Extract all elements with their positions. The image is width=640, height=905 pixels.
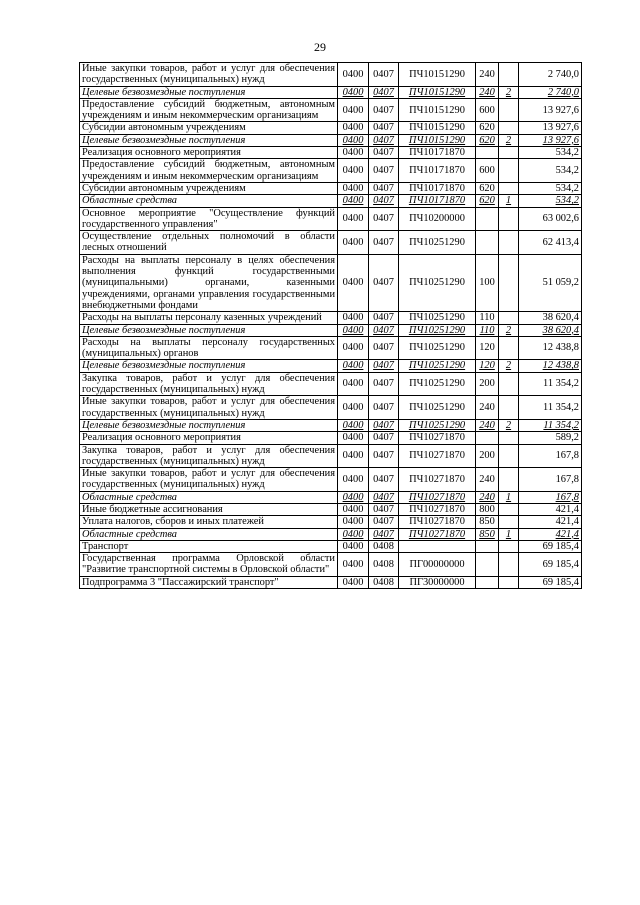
subsection-code: 0407 bbox=[369, 468, 399, 492]
funding-source-code bbox=[499, 396, 519, 420]
section-code: 0400 bbox=[338, 86, 369, 98]
target-item-code: ПЧ10171870 bbox=[399, 195, 476, 207]
funding-source-code: 2 bbox=[499, 86, 519, 98]
funding-source-code bbox=[499, 254, 519, 311]
section-code: 0400 bbox=[338, 312, 369, 324]
amount: 2 740,0 bbox=[519, 86, 582, 98]
expense-type-code: 800 bbox=[476, 503, 499, 515]
subsection-code: 0407 bbox=[369, 324, 399, 336]
target-item-code: ПЧ10151290 bbox=[399, 63, 476, 87]
funding-source-code bbox=[499, 576, 519, 588]
target-item-code bbox=[399, 540, 476, 552]
expense-type-code: 600 bbox=[476, 159, 499, 183]
subsection-code: 0407 bbox=[369, 360, 399, 372]
amount: 69 185,4 bbox=[519, 540, 582, 552]
expense-type-code: 200 bbox=[476, 444, 499, 468]
section-code: 0400 bbox=[338, 396, 369, 420]
expense-type-code bbox=[476, 207, 499, 231]
target-item-code: ПЧ10200000 bbox=[399, 207, 476, 231]
expense-type-code: 120 bbox=[476, 336, 499, 360]
target-item-code: ПЧ10251290 bbox=[399, 254, 476, 311]
funding-source-code: 2 bbox=[499, 134, 519, 146]
row-name: Закупка товаров, работ и услуг для обеспечения государственных (муниципальных) нужд bbox=[80, 372, 338, 396]
amount: 13 927,6 bbox=[519, 134, 582, 146]
target-item-code: ПЧ10151290 bbox=[399, 98, 476, 122]
target-item-code: ПЧ10271870 bbox=[399, 503, 476, 515]
row-name: Целевые безвозмездные поступления bbox=[80, 419, 338, 431]
subsection-code: 0408 bbox=[369, 540, 399, 552]
table-row bbox=[80, 147, 582, 159]
subsection-code: 0407 bbox=[369, 122, 399, 134]
funding-source-code: 2 bbox=[499, 324, 519, 336]
table-row bbox=[80, 553, 582, 577]
subsection-code: 0407 bbox=[369, 503, 399, 515]
subsection-code: 0407 bbox=[369, 98, 399, 122]
expense-type-code bbox=[476, 553, 499, 577]
funding-source-code bbox=[499, 312, 519, 324]
amount: 421,4 bbox=[519, 516, 582, 528]
subsection-code: 0407 bbox=[369, 396, 399, 420]
subsection-code: 0407 bbox=[369, 336, 399, 360]
expense-type-code bbox=[476, 432, 499, 444]
subsection-code: 0407 bbox=[369, 182, 399, 194]
subsection-code: 0407 bbox=[369, 432, 399, 444]
row-name: Областные средства bbox=[80, 528, 338, 540]
expense-type-code: 620 bbox=[476, 182, 499, 194]
funding-source-code: 2 bbox=[499, 419, 519, 431]
amount: 51 059,2 bbox=[519, 254, 582, 311]
funding-source-code: 1 bbox=[499, 528, 519, 540]
table-row bbox=[80, 540, 582, 552]
amount: 38 620,4 bbox=[519, 312, 582, 324]
expense-type-code bbox=[476, 231, 499, 255]
target-item-code: ПЧ10251290 bbox=[399, 419, 476, 431]
expense-type-code: 620 bbox=[476, 134, 499, 146]
funding-source-code bbox=[499, 122, 519, 134]
table-row bbox=[80, 195, 582, 207]
expense-type-code: 240 bbox=[476, 63, 499, 87]
section-code: 0400 bbox=[338, 444, 369, 468]
subsection-code: 0407 bbox=[369, 528, 399, 540]
funding-source-code bbox=[499, 159, 519, 183]
table-row bbox=[80, 491, 582, 503]
subsection-code: 0407 bbox=[369, 254, 399, 311]
row-name: Областные средства bbox=[80, 491, 338, 503]
section-code: 0400 bbox=[338, 528, 369, 540]
funding-source-code bbox=[499, 336, 519, 360]
row-name: Субсидии автономным учреждениям bbox=[80, 122, 338, 134]
table-row bbox=[80, 98, 582, 122]
amount: 11 354,2 bbox=[519, 419, 582, 431]
table-row bbox=[80, 576, 582, 588]
row-name: Расходы на выплаты персоналу в целях обеспечения выполнения функций государственными (муниципальными) органами, казенными учреждениями, органами управления государственными внебюджетными фондами bbox=[80, 254, 338, 311]
amount: 589,2 bbox=[519, 432, 582, 444]
target-item-code: ПЧ10251290 bbox=[399, 336, 476, 360]
target-item-code: ПЧ10271870 bbox=[399, 528, 476, 540]
target-item-code: ПЧ10251290 bbox=[399, 324, 476, 336]
amount: 63 002,6 bbox=[519, 207, 582, 231]
expense-type-code: 240 bbox=[476, 491, 499, 503]
amount: 12 438,8 bbox=[519, 336, 582, 360]
funding-source-code bbox=[499, 516, 519, 528]
section-code: 0400 bbox=[338, 553, 369, 577]
target-item-code: ПЧ10271870 bbox=[399, 444, 476, 468]
row-name: Расходы на выплаты персоналу государственных (муниципальных) органов bbox=[80, 336, 338, 360]
table-row bbox=[80, 122, 582, 134]
subsection-code: 0407 bbox=[369, 63, 399, 87]
amount: 69 185,4 bbox=[519, 553, 582, 577]
funding-source-code bbox=[499, 63, 519, 87]
row-name: Основное мероприятие "Осуществление функций государственного управления" bbox=[80, 207, 338, 231]
table-row bbox=[80, 516, 582, 528]
target-item-code: ПЧ10151290 bbox=[399, 134, 476, 146]
section-code: 0400 bbox=[338, 540, 369, 552]
amount: 421,4 bbox=[519, 528, 582, 540]
section-code: 0400 bbox=[338, 147, 369, 159]
table-row bbox=[80, 86, 582, 98]
funding-source-code bbox=[499, 540, 519, 552]
expense-type-code bbox=[476, 540, 499, 552]
row-name: Иные закупки товаров, работ и услуг для обеспечения государственных (муниципальных) нужд bbox=[80, 396, 338, 420]
row-name: Осуществление отдельных полномочий в области лесных отношений bbox=[80, 231, 338, 255]
funding-source-code: 1 bbox=[499, 491, 519, 503]
subsection-code: 0407 bbox=[369, 159, 399, 183]
section-code: 0400 bbox=[338, 516, 369, 528]
expense-type-code: 240 bbox=[476, 396, 499, 420]
amount: 534,2 bbox=[519, 147, 582, 159]
amount: 167,8 bbox=[519, 491, 582, 503]
budget-table bbox=[79, 62, 582, 589]
target-item-code: ПГ00000000 bbox=[399, 553, 476, 577]
subsection-code: 0407 bbox=[369, 419, 399, 431]
expense-type-code bbox=[476, 147, 499, 159]
target-item-code: ПГ30000000 bbox=[399, 576, 476, 588]
amount: 13 927,6 bbox=[519, 98, 582, 122]
table-row bbox=[80, 336, 582, 360]
table-row bbox=[80, 528, 582, 540]
row-name: Транспорт bbox=[80, 540, 338, 552]
funding-source-code bbox=[499, 553, 519, 577]
target-item-code: ПЧ10251290 bbox=[399, 312, 476, 324]
section-code: 0400 bbox=[338, 324, 369, 336]
expense-type-code: 110 bbox=[476, 324, 499, 336]
expense-type-code: 200 bbox=[476, 372, 499, 396]
funding-source-code bbox=[499, 372, 519, 396]
subsection-code: 0407 bbox=[369, 444, 399, 468]
table-row bbox=[80, 134, 582, 146]
section-code: 0400 bbox=[338, 159, 369, 183]
subsection-code: 0407 bbox=[369, 312, 399, 324]
section-code: 0400 bbox=[338, 432, 369, 444]
subsection-code: 0407 bbox=[369, 195, 399, 207]
subsection-code: 0408 bbox=[369, 553, 399, 577]
expense-type-code bbox=[476, 576, 499, 588]
target-item-code: ПЧ10251290 bbox=[399, 396, 476, 420]
subsection-code: 0408 bbox=[369, 576, 399, 588]
amount: 38 620,4 bbox=[519, 324, 582, 336]
table-row bbox=[80, 444, 582, 468]
table-row bbox=[80, 468, 582, 492]
subsection-code: 0407 bbox=[369, 516, 399, 528]
table-row bbox=[80, 432, 582, 444]
row-name: Иные бюджетные ассигнования bbox=[80, 503, 338, 515]
amount: 167,8 bbox=[519, 444, 582, 468]
expense-type-code: 240 bbox=[476, 468, 499, 492]
amount: 2 740,0 bbox=[519, 63, 582, 87]
section-code: 0400 bbox=[338, 419, 369, 431]
section-code: 0400 bbox=[338, 503, 369, 515]
row-name: Расходы на выплаты персоналу казенных учреждений bbox=[80, 312, 338, 324]
section-code: 0400 bbox=[338, 576, 369, 588]
amount: 11 354,2 bbox=[519, 372, 582, 396]
funding-source-code bbox=[499, 444, 519, 468]
row-name: Подпрограмма 3 "Пассажирский транспорт" bbox=[80, 576, 338, 588]
target-item-code: ПЧ10271870 bbox=[399, 516, 476, 528]
amount: 62 413,4 bbox=[519, 231, 582, 255]
expense-type-code: 240 bbox=[476, 86, 499, 98]
target-item-code: ПЧ10251290 bbox=[399, 360, 476, 372]
amount: 13 927,6 bbox=[519, 122, 582, 134]
expense-type-code: 850 bbox=[476, 528, 499, 540]
subsection-code: 0407 bbox=[369, 231, 399, 255]
target-item-code: ПЧ10271870 bbox=[399, 491, 476, 503]
expense-type-code: 100 bbox=[476, 254, 499, 311]
funding-source-code bbox=[499, 468, 519, 492]
subsection-code: 0407 bbox=[369, 491, 399, 503]
amount: 69 185,4 bbox=[519, 576, 582, 588]
table-row bbox=[80, 324, 582, 336]
amount: 167,8 bbox=[519, 468, 582, 492]
section-code: 0400 bbox=[338, 468, 369, 492]
row-name: Целевые безвозмездные поступления bbox=[80, 86, 338, 98]
funding-source-code bbox=[499, 98, 519, 122]
expense-type-code: 850 bbox=[476, 516, 499, 528]
section-code: 0400 bbox=[338, 360, 369, 372]
funding-source-code bbox=[499, 207, 519, 231]
subsection-code: 0407 bbox=[369, 207, 399, 231]
table-row bbox=[80, 360, 582, 372]
section-code: 0400 bbox=[338, 372, 369, 396]
target-item-code: ПЧ10171870 bbox=[399, 147, 476, 159]
section-code: 0400 bbox=[338, 254, 369, 311]
amount: 534,2 bbox=[519, 182, 582, 194]
subsection-code: 0407 bbox=[369, 372, 399, 396]
row-name: Предоставление субсидий бюджетным, автономным учреждениям и иным некоммерческим организациям bbox=[80, 159, 338, 183]
amount: 12 438,8 bbox=[519, 360, 582, 372]
table-row bbox=[80, 159, 582, 183]
expense-type-code: 620 bbox=[476, 195, 499, 207]
table-row bbox=[80, 312, 582, 324]
row-name: Иные закупки товаров, работ и услуг для обеспечения государственных (муниципальных) нужд bbox=[80, 63, 338, 87]
section-code: 0400 bbox=[338, 195, 369, 207]
row-name: Целевые безвозмездные поступления bbox=[80, 134, 338, 146]
expense-type-code: 600 bbox=[476, 98, 499, 122]
amount: 11 354,2 bbox=[519, 396, 582, 420]
target-item-code: ПЧ10271870 bbox=[399, 468, 476, 492]
subsection-code: 0407 bbox=[369, 134, 399, 146]
section-code: 0400 bbox=[338, 336, 369, 360]
section-code: 0400 bbox=[338, 207, 369, 231]
row-name: Уплата налогов, сборов и иных платежей bbox=[80, 516, 338, 528]
funding-source-code: 2 bbox=[499, 360, 519, 372]
table-row bbox=[80, 503, 582, 515]
section-code: 0400 bbox=[338, 134, 369, 146]
row-name: Областные средства bbox=[80, 195, 338, 207]
target-item-code: ПЧ10271870 bbox=[399, 432, 476, 444]
row-name: Субсидии автономным учреждениям bbox=[80, 182, 338, 194]
funding-source-code bbox=[499, 182, 519, 194]
page-number: 29 bbox=[314, 40, 326, 54]
row-name: Реализация основного мероприятия bbox=[80, 432, 338, 444]
target-item-code: ПЧ10151290 bbox=[399, 86, 476, 98]
funding-source-code: 1 bbox=[499, 195, 519, 207]
row-name: Целевые безвозмездные поступления bbox=[80, 360, 338, 372]
section-code: 0400 bbox=[338, 231, 369, 255]
subsection-code: 0407 bbox=[369, 147, 399, 159]
row-name: Предоставление субсидий бюджетным, автономным учреждениям и иным некоммерческим организациям bbox=[80, 98, 338, 122]
subsection-code: 0407 bbox=[369, 86, 399, 98]
table-row bbox=[80, 231, 582, 255]
funding-source-code bbox=[499, 231, 519, 255]
amount: 534,2 bbox=[519, 159, 582, 183]
table-row bbox=[80, 63, 582, 87]
section-code: 0400 bbox=[338, 182, 369, 194]
target-item-code: ПЧ10171870 bbox=[399, 182, 476, 194]
funding-source-code bbox=[499, 147, 519, 159]
funding-source-code bbox=[499, 432, 519, 444]
target-item-code: ПЧ10251290 bbox=[399, 372, 476, 396]
row-name: Закупка товаров, работ и услуг для обеспечения государственных (муниципальных) нужд bbox=[80, 444, 338, 468]
row-name: Реализация основного мероприятия bbox=[80, 147, 338, 159]
amount: 421,4 bbox=[519, 503, 582, 515]
table-row bbox=[80, 254, 582, 311]
amount: 534,2 bbox=[519, 195, 582, 207]
section-code: 0400 bbox=[338, 122, 369, 134]
funding-source-code bbox=[499, 503, 519, 515]
row-name: Государственная программа Орловской области "Развитие транспортной системы в Орловской области" bbox=[80, 553, 338, 577]
target-item-code: ПЧ10151290 bbox=[399, 122, 476, 134]
expense-type-code: 620 bbox=[476, 122, 499, 134]
row-name: Целевые безвозмездные поступления bbox=[80, 324, 338, 336]
expense-type-code: 110 bbox=[476, 312, 499, 324]
expense-type-code: 240 bbox=[476, 419, 499, 431]
section-code: 0400 bbox=[338, 491, 369, 503]
table-row bbox=[80, 372, 582, 396]
section-code: 0400 bbox=[338, 63, 369, 87]
target-item-code: ПЧ10251290 bbox=[399, 231, 476, 255]
section-code: 0400 bbox=[338, 98, 369, 122]
table-row bbox=[80, 207, 582, 231]
target-item-code: ПЧ10171870 bbox=[399, 159, 476, 183]
table-body bbox=[80, 63, 582, 589]
table-row bbox=[80, 396, 582, 420]
expense-type-code: 120 bbox=[476, 360, 499, 372]
table-row bbox=[80, 419, 582, 431]
row-name: Иные закупки товаров, работ и услуг для обеспечения государственных (муниципальных) нужд bbox=[80, 468, 338, 492]
table-row bbox=[80, 182, 582, 194]
